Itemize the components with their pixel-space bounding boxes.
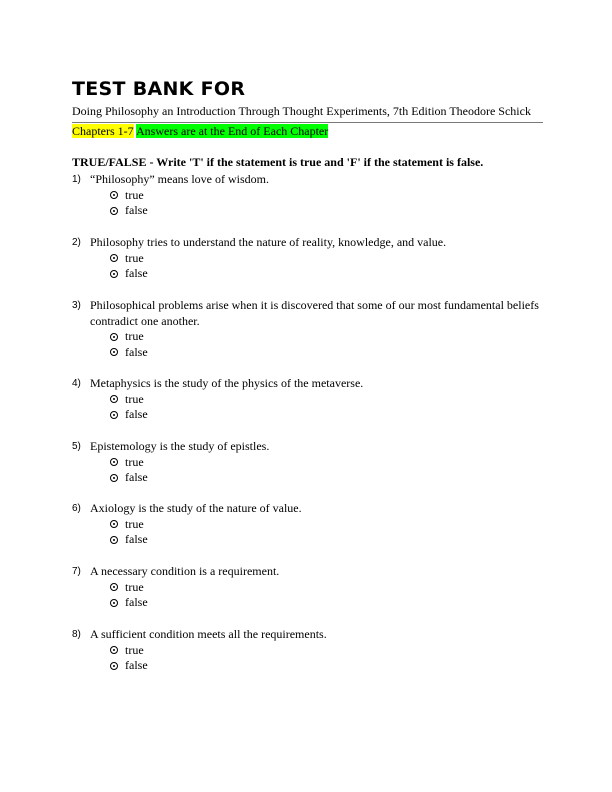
book-subtitle: Doing Philosophy an Introduction Through Thought Experiments, 7th Edition Theodore Schick (72, 104, 531, 118)
option-false[interactable] (110, 532, 544, 548)
radio-icon[interactable] (110, 411, 118, 419)
question-text: Axiology is the study of the nature of value. (90, 501, 302, 515)
option-label: false (125, 344, 148, 359)
radio-icon[interactable] (110, 191, 118, 199)
header-divider (72, 122, 543, 123)
option-label: false (125, 658, 148, 673)
option-false[interactable] (110, 345, 544, 361)
option-false[interactable] (110, 407, 544, 423)
section-instructions: TRUE/FALSE - Write 'T' if the statement is true and 'F' if the statement is false. (72, 155, 484, 169)
question-8 (72, 627, 544, 674)
radio-icon[interactable] (110, 254, 118, 262)
question-text: Philosophical problems arise when it is discovered that some of our most fundamental beliefs contradict one another. (90, 298, 539, 328)
question-stem (72, 564, 544, 580)
option-true[interactable] (110, 580, 544, 596)
option-label: false (125, 266, 148, 281)
option-label: false (125, 407, 148, 422)
option-true[interactable] (110, 517, 544, 533)
option-label: true (125, 579, 144, 594)
radio-icon[interactable] (110, 520, 118, 528)
question-7 (72, 564, 544, 611)
option-false[interactable] (110, 595, 544, 611)
chapters-highlight: Chapters 1-7 (72, 124, 134, 138)
question-text: A sufficient condition meets all the requirements. (90, 627, 327, 641)
question-number: 5) (72, 441, 81, 452)
question-number: 2) (72, 237, 81, 248)
question-number: 1) (72, 174, 81, 185)
question-stem (72, 298, 544, 329)
radio-icon[interactable] (110, 599, 118, 607)
question-2 (72, 235, 544, 282)
radio-icon[interactable] (110, 583, 118, 591)
radio-icon[interactable] (110, 646, 118, 654)
page-title: TEST BANK FOR (72, 78, 246, 100)
question-text: “Philosophy” means love of wisdom. (90, 172, 269, 186)
option-false[interactable] (110, 470, 544, 486)
radio-icon[interactable] (110, 270, 118, 278)
question-stem (72, 501, 544, 517)
question-stem (72, 172, 544, 188)
question-number: 3) (72, 300, 81, 311)
question-number: 6) (72, 503, 81, 514)
question-4 (72, 376, 544, 423)
option-label: true (125, 187, 144, 202)
radio-icon[interactable] (110, 662, 118, 670)
option-label: true (125, 642, 144, 657)
radio-icon[interactable] (110, 536, 118, 544)
option-true[interactable] (110, 392, 544, 408)
option-true[interactable] (110, 188, 544, 204)
option-true[interactable] (110, 643, 544, 659)
question-text: Metaphysics is the study of the physics of the metaverse. (90, 376, 364, 390)
chapter-line (72, 125, 328, 138)
question-number: 4) (72, 378, 81, 389)
question-number: 7) (72, 566, 81, 577)
question-text: Philosophy tries to understand the nature of reality, knowledge, and value. (90, 235, 447, 249)
option-label: true (125, 391, 144, 406)
question-6 (72, 501, 544, 548)
question-text: A necessary condition is a requirement. (90, 564, 280, 578)
option-true[interactable] (110, 455, 544, 471)
option-true[interactable] (110, 329, 544, 345)
question-text: Epistemology is the study of epistles. (90, 439, 270, 453)
question-5 (72, 439, 544, 486)
question-number: 8) (72, 629, 81, 640)
radio-icon[interactable] (110, 333, 118, 341)
option-false[interactable] (110, 266, 544, 282)
question-1 (72, 172, 544, 219)
option-label: false (125, 470, 148, 485)
option-label: false (125, 532, 148, 547)
option-label: true (125, 329, 144, 344)
question-stem (72, 627, 544, 643)
option-label: false (125, 595, 148, 610)
question-stem (72, 439, 544, 455)
question-stem (72, 235, 544, 251)
option-label: true (125, 516, 144, 531)
option-label: false (125, 203, 148, 218)
radio-icon[interactable] (110, 474, 118, 482)
option-true[interactable] (110, 251, 544, 267)
option-label: true (125, 250, 144, 265)
answers-note-highlight: Answers are at the End of Each Chapter (136, 124, 329, 138)
question-3 (72, 298, 544, 360)
question-stem (72, 376, 544, 392)
option-false[interactable] (110, 658, 544, 674)
radio-icon[interactable] (110, 395, 118, 403)
option-false[interactable] (110, 203, 544, 219)
radio-icon[interactable] (110, 207, 118, 215)
radio-icon[interactable] (110, 458, 118, 466)
option-label: true (125, 454, 144, 469)
radio-icon[interactable] (110, 348, 118, 356)
